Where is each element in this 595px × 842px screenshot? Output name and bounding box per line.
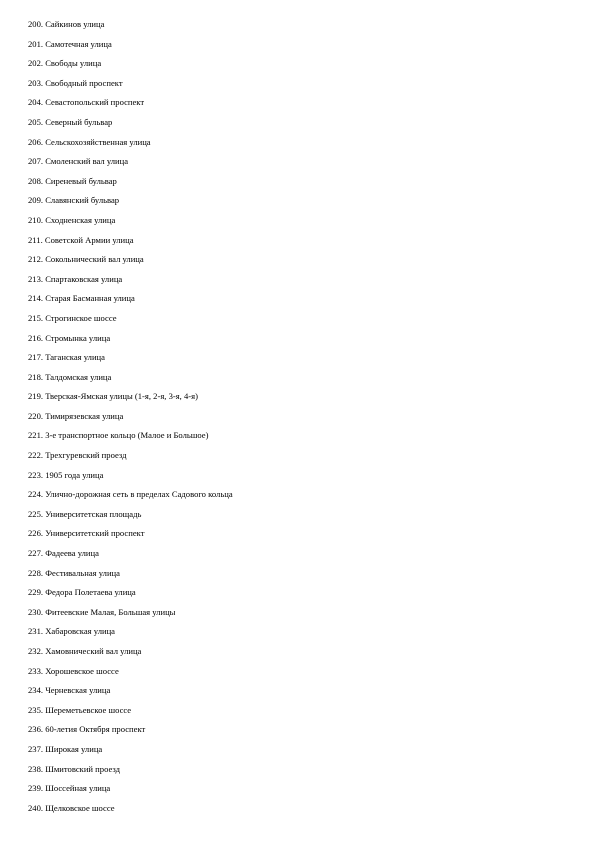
list-item: 220. Тимирязевская улица: [28, 410, 124, 421]
list-item: 240. Щелковское шоссе: [28, 802, 115, 813]
list-item: 211. Советской Армии улица: [28, 234, 134, 245]
list-item: 214. Старая Басманная улица: [28, 293, 135, 304]
list-item: 202. Свободы улица: [28, 58, 102, 69]
list-item: 225. Университетская площадь: [28, 508, 142, 519]
list-item: 208. Сиреневый бульвар: [28, 175, 117, 186]
list-item: 212. Сокольнический вал улица: [28, 254, 144, 265]
list-item: 233. Хорошевское шоссе: [28, 665, 119, 676]
list-item: 203. Свободный проспект: [28, 77, 123, 88]
list-item: 231. Хабаровская улица: [28, 626, 115, 637]
list-item: 238. Шмитовский проезд: [28, 763, 121, 774]
list-item: 235. Шереметьевское шоссе: [28, 704, 132, 715]
list-item: 205. Северный бульвар: [28, 116, 113, 127]
list-item: 204. Севастопольский проспект: [28, 97, 145, 108]
list-item: 213. Спартаковская улица: [28, 273, 123, 284]
list-item: 228. Фестивальная улица: [28, 567, 120, 578]
list-item: 226. Университетский проспект: [28, 528, 145, 539]
list-item: 216. Стромынка улица: [28, 332, 111, 343]
list-item: 227. Фадеева улица: [28, 548, 99, 559]
list-item: 222. Трехгуревский проезд: [28, 450, 127, 461]
list-item: 232. Хамовнический вал улица: [28, 646, 142, 656]
list-item: 200. Сайкинов улица: [28, 19, 105, 29]
list-item: 201. Самотечная улица: [28, 38, 112, 49]
list-item: 229. Федора Полетаева улица: [28, 587, 136, 598]
list-item: 234. Черневская улица: [28, 685, 111, 696]
list-item: 230. Фитеевские Малая, Большая улицы: [28, 606, 176, 617]
list-item: 210. Сходненская улица: [28, 214, 116, 225]
list-item: 239. Шоссейная улица: [28, 783, 111, 794]
list-item: 215. Строгинское шоссе: [28, 312, 117, 323]
list-item: 218. Талдомская улица: [28, 371, 112, 382]
list-item: 207. Смоленский вал улица: [28, 156, 129, 167]
list-item: 224. Улично-дорожная сеть в пределах Садового кольца: [28, 489, 233, 500]
list-item: 217. Таганская улица: [28, 352, 105, 363]
list-item: 237. Широкая улица: [28, 743, 103, 754]
list-item: 209. Славянский бульвар: [28, 195, 120, 206]
list-item: 206. Сельскохозяйственная улица: [28, 136, 151, 147]
list-item: 236. 60-летия Октября проспект: [28, 724, 146, 735]
street-list: [28, 17, 568, 820]
list-item: 223. 1905 года улица: [28, 469, 104, 480]
list-item: 219. Тверская-Ямская улицы (1-я, 2-я, 3-я, 4-я): [28, 391, 198, 402]
list-item: 221. 3-е транспортное кольцо (Малое и Большое): [28, 430, 209, 441]
